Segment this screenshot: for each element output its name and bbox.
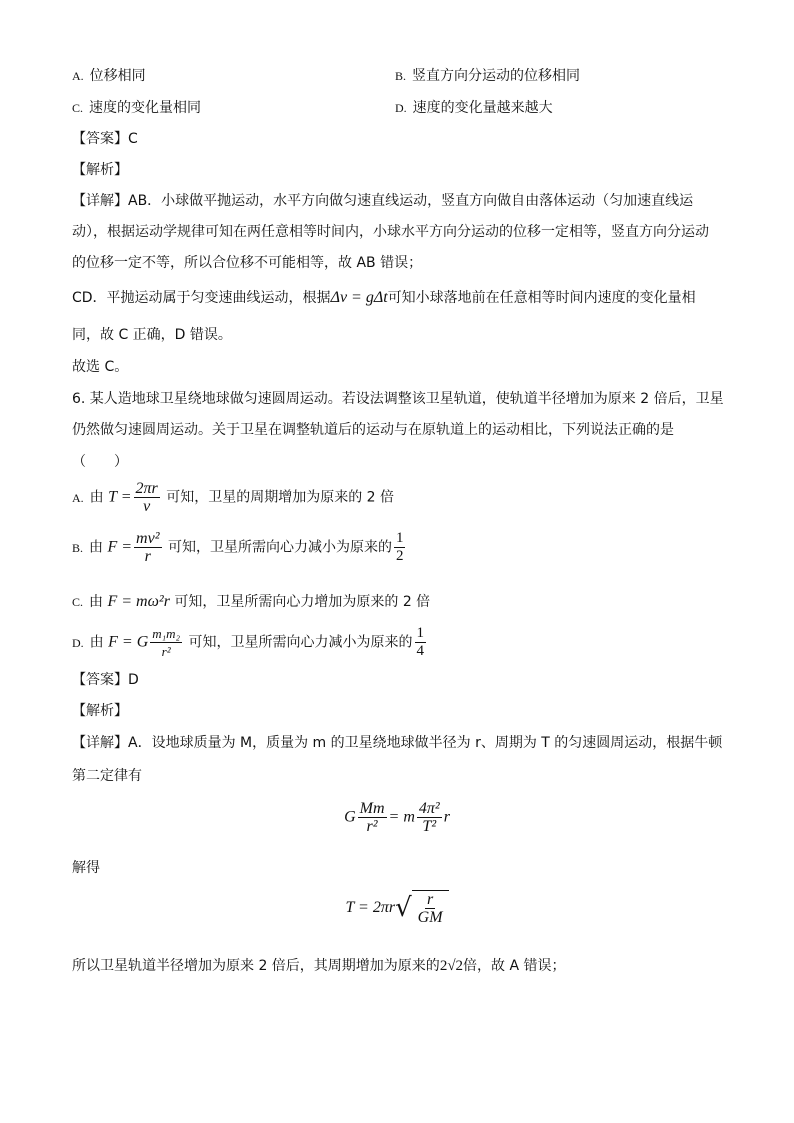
q5-option-d xyxy=(395,98,553,118)
q5-cd-line xyxy=(72,288,696,308)
equation-newton-gravity xyxy=(0,800,794,835)
q6-option-d xyxy=(72,625,428,660)
equals-m: = m xyxy=(388,808,415,826)
gravity-constant: G xyxy=(344,808,356,826)
fraction xyxy=(134,530,161,565)
fraction xyxy=(416,891,445,926)
fraction-denominator: GM xyxy=(417,909,443,926)
fraction xyxy=(358,800,387,835)
fraction-denominator: r² xyxy=(366,818,378,835)
formula-lhs: F = xyxy=(107,538,133,556)
q5-detail-line-2: 动），根据运动学规律可知在两任意相等时间内，小球水平方向分运动的位移一定相等，竖直方向分运动 xyxy=(72,224,709,240)
fraction-denominator: 4 xyxy=(416,643,425,659)
option-text: 速度的变化量相同 xyxy=(89,100,202,116)
q6-solve-label: 解得 xyxy=(72,860,100,876)
q5-analysis-label: 【解析】 xyxy=(72,162,128,178)
option-suffix: 可知，卫星的周期增加为原来的 2 倍 xyxy=(166,489,395,506)
option-letter: A. xyxy=(72,69,84,83)
fraction-numerator: r xyxy=(427,891,434,908)
q6-option-b xyxy=(72,530,407,565)
conclusion-suffix: 倍，故 A 错误； xyxy=(463,958,566,974)
fraction-denominator: r² xyxy=(161,644,171,659)
q5-cd-line-2: 同，故 C 正确，D 错误。 xyxy=(72,327,232,343)
option-text: 竖直方向分运动的位移相同 xyxy=(412,68,581,84)
q5-detail-line-1: 【详解】AB．小球做平抛运动，水平方向做匀速直线运动，竖直方向做自由落体运动（匀加速直线运 xyxy=(72,193,694,209)
q5-option-b xyxy=(395,66,580,86)
fraction-denominator: r xyxy=(144,548,151,565)
option-prefix: 由 xyxy=(89,634,104,651)
cd-prefix: CD．平抛运动属于匀变速曲线运动，根据 xyxy=(72,290,331,306)
result-fraction xyxy=(394,530,406,565)
formula: F = mω²r xyxy=(107,593,170,610)
fraction-numerator: 4π² xyxy=(418,800,440,817)
fraction-numerator: mv² xyxy=(136,530,160,547)
option-text: 速度的变化量越来越大 xyxy=(412,100,553,116)
fraction-numerator: 1 xyxy=(416,625,425,641)
fraction-denominator: 2 xyxy=(395,548,404,564)
q6-conclusion xyxy=(72,956,566,976)
q5-detail-line-3: 的位移一定不等，所以合位移不可能相等，故 AB 错误； xyxy=(72,255,423,271)
option-prefix: 由 xyxy=(89,539,104,556)
option-suffix: 可知，卫星所需向心力减小为原来的 xyxy=(167,539,392,556)
option-letter: B. xyxy=(395,69,407,83)
formula-lhs: T = xyxy=(108,488,132,506)
conclusion-value: 2√2 xyxy=(439,958,464,974)
q6-answer: 【答案】D xyxy=(72,672,139,688)
fraction-numerator: m₁m₂ xyxy=(152,626,181,641)
option-text: 位移相同 xyxy=(89,68,146,84)
option-prefix: 由 xyxy=(89,489,104,506)
q6-option-a xyxy=(72,480,394,515)
q6-stem-line-1: 6. 某人造地球卫星绕地球做匀速圆周运动。若设法调整该卫星轨道，使轨道半径增加为原来 2 倍后，卫星 xyxy=(72,391,724,407)
q6-stem-line-2: 仍然做匀速圆周运动。关于卫星在调整轨道后的运动与在原轨道上的运动相比，下列说法正确的是 xyxy=(72,422,674,438)
fraction-numerator: 2πr xyxy=(135,480,158,497)
fraction xyxy=(417,800,442,835)
option-letter: C. xyxy=(72,101,84,115)
fraction-numerator: 1 xyxy=(395,530,404,546)
sqrt-body xyxy=(412,890,449,926)
q5-option-a xyxy=(72,66,146,86)
q5-answer: 【答案】C xyxy=(72,131,138,147)
option-suffix: 可知，卫星所需向心力增加为原来的 2 倍 xyxy=(174,594,431,610)
option-letter: A. xyxy=(72,490,84,505)
option-letter: D. xyxy=(395,101,407,115)
q6-option-c xyxy=(72,592,430,612)
cd-suffix: 可知小球落地前在任意相等时间内速度的变化量相 xyxy=(387,290,696,306)
conclusion-prefix: 所以卫星轨道半径增加为原来 2 倍后，其周期增加为原来的 xyxy=(72,958,440,974)
fraction-denominator: v xyxy=(143,498,151,515)
fraction xyxy=(134,480,160,515)
fraction-numerator: Mm xyxy=(359,800,385,817)
formula-lhs: F = G xyxy=(108,633,149,651)
option-letter: B. xyxy=(72,540,84,555)
q6-analysis-label: 【解析】 xyxy=(72,703,128,719)
fraction xyxy=(150,625,182,660)
equation-period xyxy=(0,890,794,926)
radius-term: r xyxy=(443,808,450,826)
option-prefix: 由 xyxy=(89,594,104,610)
option-letter: C. xyxy=(72,595,84,609)
option-letter: D. xyxy=(72,635,84,650)
q6-detail-line-2: 第二定律有 xyxy=(72,768,142,784)
fraction-denominator: T² xyxy=(422,818,437,835)
option-suffix: 可知，卫星所需向心力减小为原来的 xyxy=(188,634,413,651)
delta-v-formula: Δv = gΔt xyxy=(330,289,388,306)
q5-choose: 故选 C。 xyxy=(72,359,129,375)
period-lhs: T = 2πr xyxy=(345,899,396,916)
q6-detail-line-1: 【详解】A．设地球质量为 M，质量为 m 的卫星绕地球做半径为 r、周期为 T 的匀速圆周运动，根据牛顿 xyxy=(72,735,723,751)
q5-option-c xyxy=(72,98,201,118)
sqrt-icon: √ xyxy=(395,893,412,923)
result-fraction xyxy=(415,625,427,660)
q6-stem-line-3: （ ） xyxy=(72,454,128,470)
